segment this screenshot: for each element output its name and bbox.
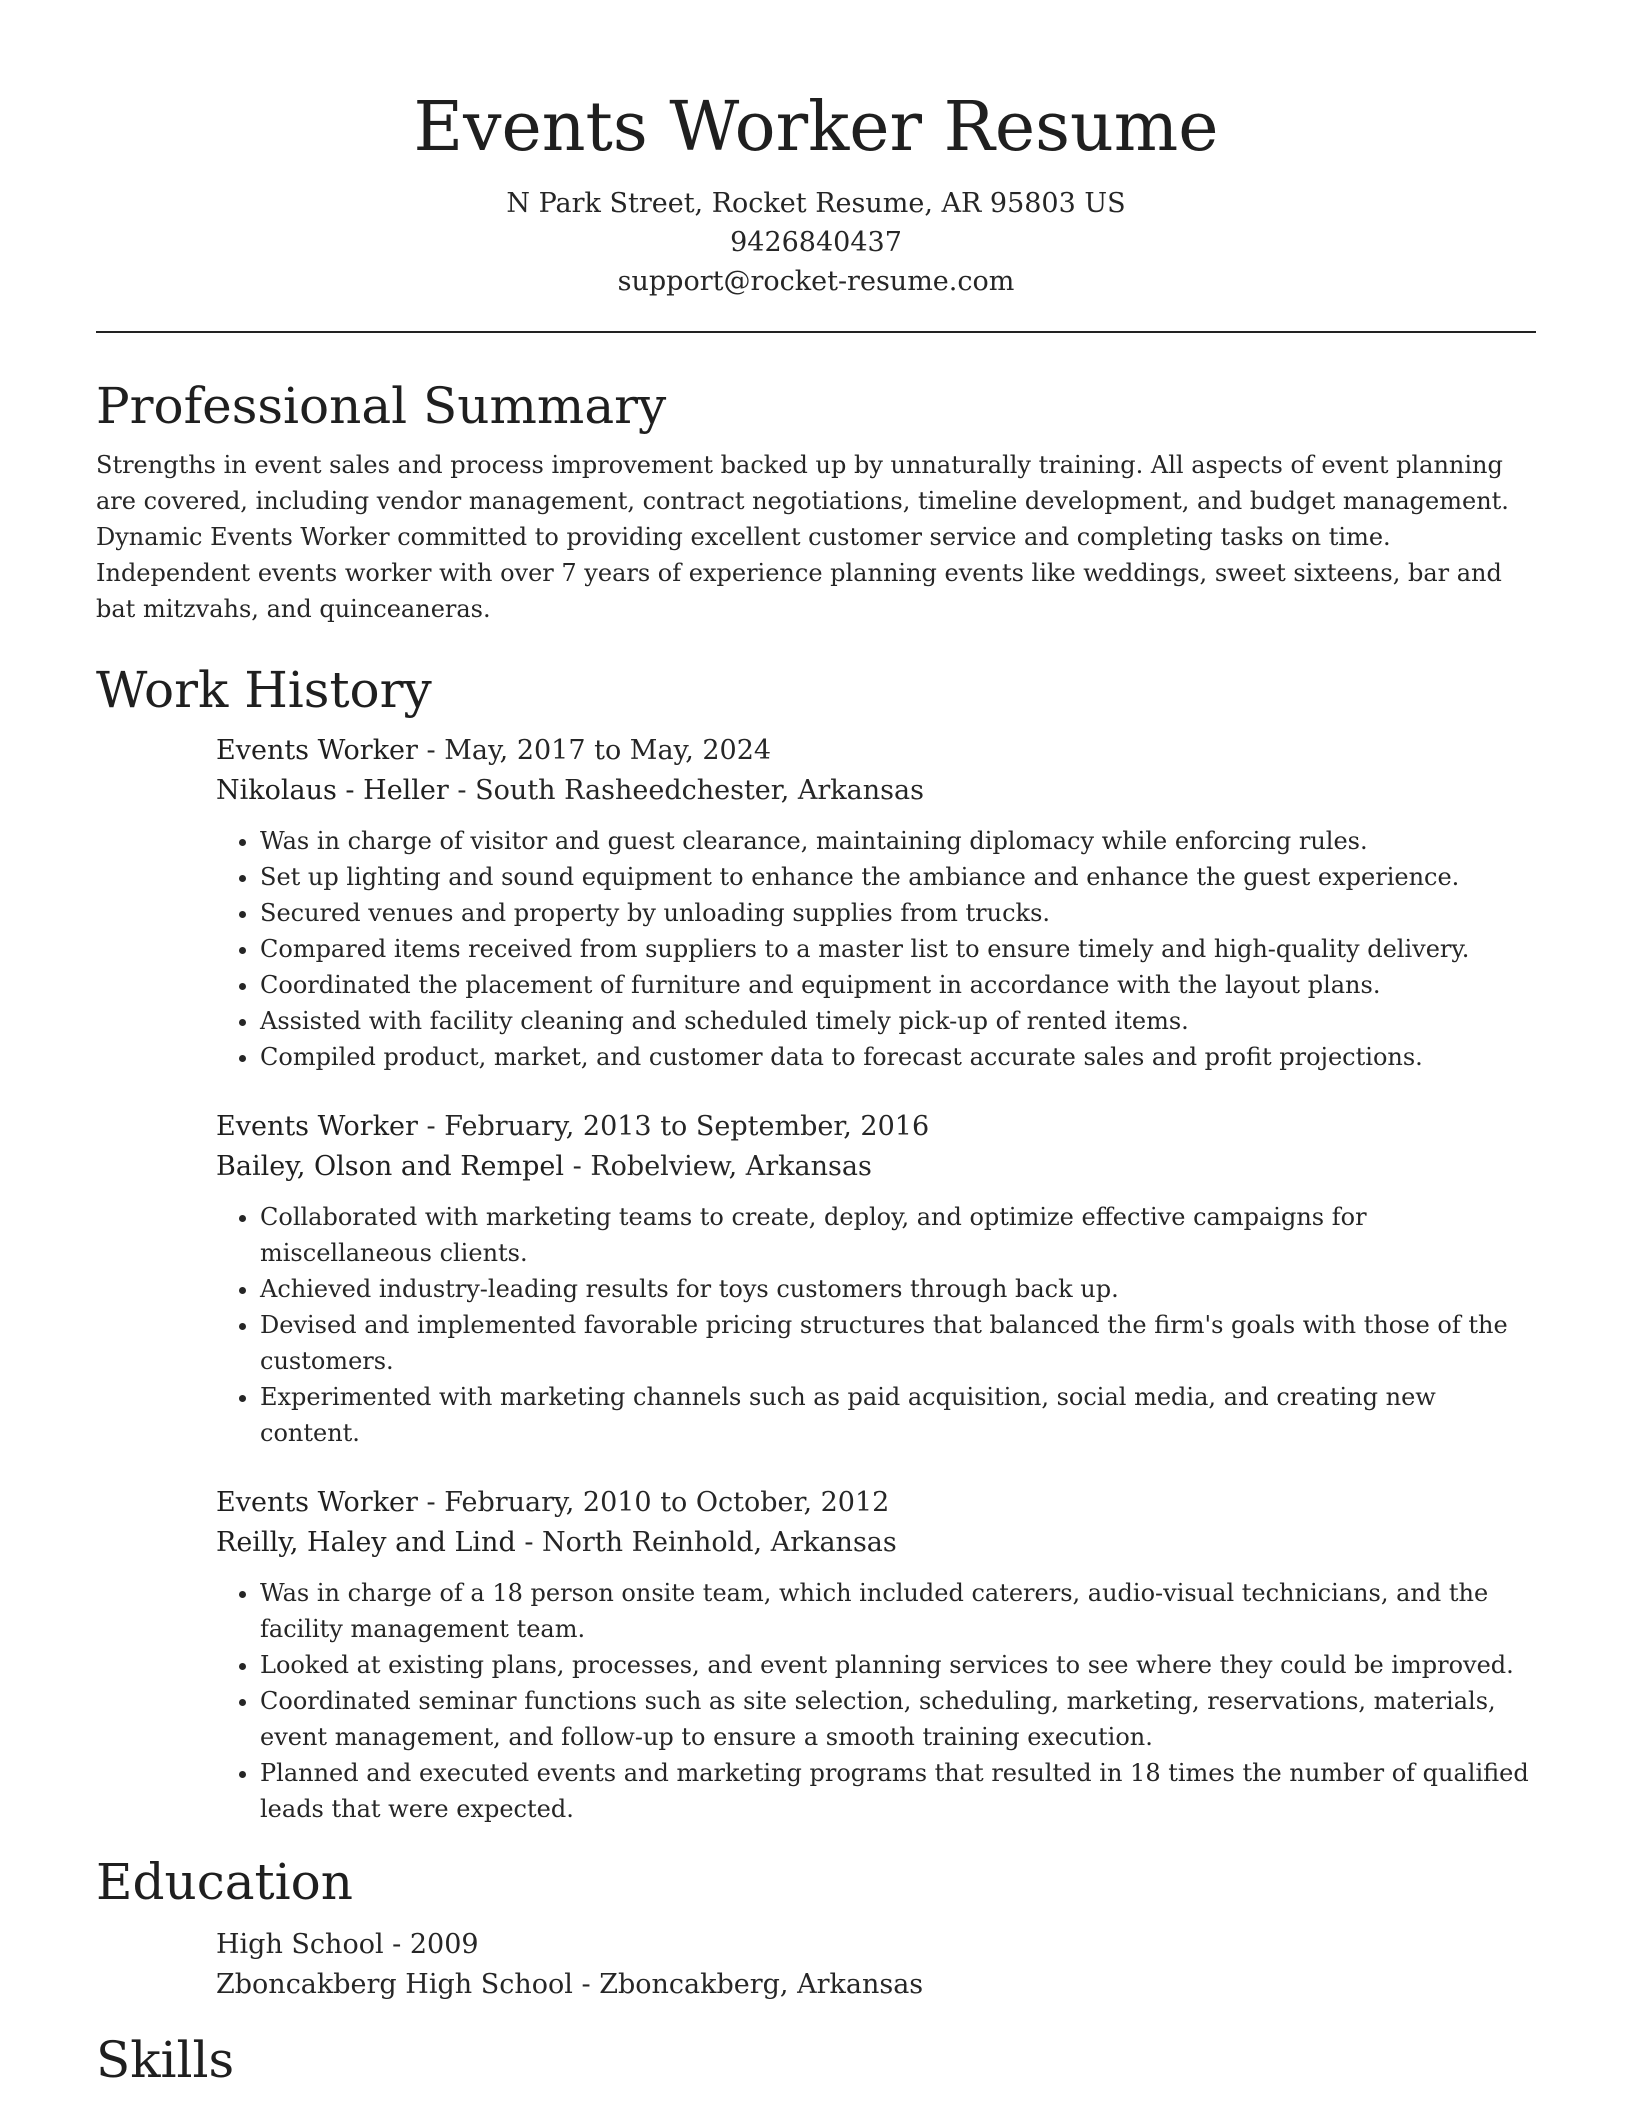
list-item: • Planned and executed events and marketing programs that resulted in 18 times the number of qualified leads that were expected. <box>260 1755 1536 1827</box>
list-item: • Compiled product, market, and customer data to forecast accurate sales and profit projections. <box>260 1039 1536 1075</box>
job-title-line <box>216 1107 1536 1147</box>
job-location: - South Rasheedchester, Arkansas <box>448 775 924 806</box>
list-item: • Set up lighting and sound equipment to enhance the ambiance and enhance the guest experience. <box>260 859 1536 895</box>
summary-heading: Professional Summary <box>96 377 667 435</box>
job-dates: - May, 2017 to May, 2024 <box>417 735 772 766</box>
address: N Park Street, Rocket Resume, AR 95803 US <box>506 188 1126 219</box>
list-item: • Collaborated with marketing teams to create, deploy, and optimize effective campaigns for miscellaneous clients. <box>260 1199 1536 1271</box>
job-title: Events Worker <box>216 1111 418 1142</box>
degree: High School <box>216 1929 384 1960</box>
list-item: • Devised and implemented favorable pricing structures that balanced the firm's goals with those of the customers. <box>260 1307 1536 1379</box>
job-bullets <box>216 1199 1536 1451</box>
list-item: • Achieved industry-leading results for toys customers through back up. <box>260 1271 1536 1307</box>
work-history-heading: Work History <box>96 661 432 719</box>
job-entry <box>216 1107 1536 1451</box>
education-entry <box>216 1925 1536 2005</box>
list-item: • Was in charge of visitor and guest clearance, maintaining diplomacy while enforcing rules. <box>260 823 1536 859</box>
job-title: Events Worker <box>216 1487 418 1518</box>
list-item: • Was in charge of a 18 person onsite team, which included caterers, audio-visual technicians, and the facility management team. <box>260 1575 1536 1647</box>
job-entry <box>216 1483 1536 1827</box>
graduation-year: - 2009 <box>383 1929 479 1960</box>
skills-heading: Skills <box>96 2031 235 2089</box>
job-entry <box>216 731 1536 1075</box>
list-item: • Assisted with facility cleaning and scheduled timely pick-up of rented items. <box>260 1003 1536 1039</box>
job-bullets <box>216 1575 1536 1827</box>
company-name: Bailey, Olson and Rempel <box>216 1151 565 1182</box>
list-item: • Secured venues and property by unloading supplies from trucks. <box>260 895 1536 931</box>
job-title: Events Worker <box>216 735 418 766</box>
company-name: Reilly, Haley and Lind <box>216 1527 516 1558</box>
job-dates: - February, 2010 to October, 2012 <box>417 1487 890 1518</box>
school-location: - Zboncakberg, Arkansas <box>572 1969 924 2000</box>
job-location: - Robelview, Arkansas <box>564 1151 872 1182</box>
list-item: • Coordinated the placement of furniture and equipment in accordance with the layout plans. <box>260 967 1536 1003</box>
job-company-line <box>216 1523 1536 1563</box>
summary-text: Strengths in event sales and process improvement backed up by unnaturally training. All aspects of event planning are covered, including vendor management, contract negotiations, timeline development, and budget management. Dynamic Events Worker committed to providing excellent customer service and completing tasks on time. Independent events worker with over 7 years of experience planning events like weddings, sweet sixteens, bar and bat mitzvahs, and quinceaneras. <box>96 451 1509 623</box>
resume-title: Events Worker Resume <box>413 88 1219 167</box>
header-divider <box>96 331 1536 333</box>
contact-block <box>96 184 1536 301</box>
school-name: Zboncakberg High School <box>216 1969 573 2000</box>
education-degree-line <box>216 1925 1536 1965</box>
education-school-line <box>216 1965 1536 2005</box>
company-name: Nikolaus - Heller <box>216 775 449 806</box>
job-company-line <box>216 1147 1536 1187</box>
job-company-line <box>216 771 1536 811</box>
list-item: • Compared items received from suppliers to a master list to ensure timely and high-quality delivery. <box>260 931 1536 967</box>
resume-header <box>96 0 1536 301</box>
job-dates: - February, 2013 to September, 2016 <box>417 1111 930 1142</box>
education-heading: Education <box>96 1853 353 1911</box>
job-title-line <box>216 731 1536 771</box>
job-title-line <box>216 1483 1536 1523</box>
phone: 9426840437 <box>730 227 902 258</box>
resume-page <box>96 0 1536 2091</box>
list-item: • Coordinated seminar functions such as site selection, scheduling, marketing, reservations, materials, event management, and follow-up to ensure a smooth training execution. <box>260 1683 1536 1755</box>
email: support@rocket-resume.com <box>617 266 1015 297</box>
list-item: • Experimented with marketing channels such as paid acquisition, social media, and creating new content. <box>260 1379 1536 1451</box>
list-item: • Looked at existing plans, processes, and event planning services to see where they could be improved. <box>260 1647 1536 1683</box>
job-location: - North Reinhold, Arkansas <box>515 1527 897 1558</box>
job-bullets <box>216 823 1536 1075</box>
